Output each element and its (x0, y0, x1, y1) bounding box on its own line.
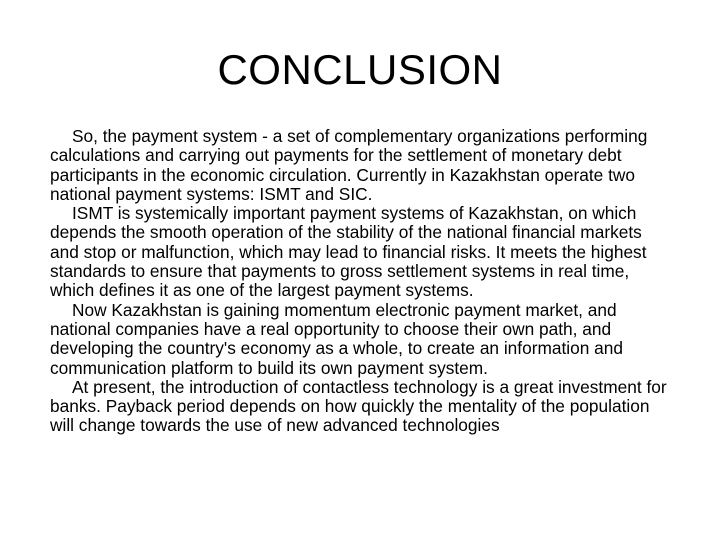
paragraph-ismt: ISMT is systemically important payment systems of Kazakhstan, on which depends the smooth operation of the stability of the national financial markets and stop or malfunction, which may lead to financial risks. It meets the highest standards to ensure that payments to gross settlement systems in real time, which defines it as one of the largest payment systems. (50, 203, 647, 301)
slide-body (50, 127, 674, 436)
slide-title: CONCLUSION (217, 46, 503, 93)
paragraph-payment-system: So, the payment system - a set of complementary organizations performing calculations and carrying out payments for the settlement of monetary debt participants in the economic circulation. Currently in Kazakhstan operate two national payment systems: ISMT and SIC. (50, 126, 648, 204)
paragraph-electronic-market: Now Kazakhstan is gaining momentum electronic payment market, and national companies have a real opportunity to choose their own path, and developing the country's economy as a whole, to create an information and communication platform to build its own payment system. (50, 299, 623, 378)
paragraph-contactless-technology: At present, the introduction of contactless technology is a great investment for banks. Payback period depends on how quickly the mentality of the population will change towards the use of new advanced technologies (50, 376, 667, 436)
